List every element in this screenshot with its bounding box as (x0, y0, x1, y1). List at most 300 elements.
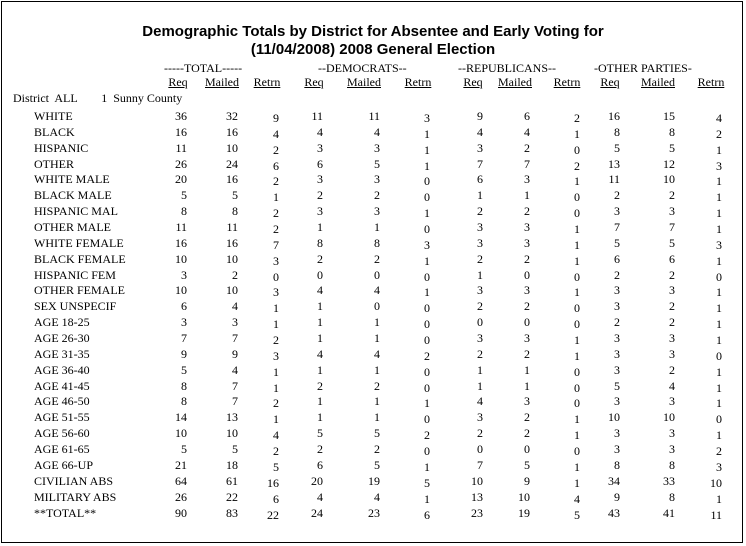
table-row (0, 474, 746, 490)
cell-value: 1 (317, 220, 323, 235)
cell-value: 3 (614, 426, 620, 441)
cell-value: 2 (669, 267, 675, 282)
cell-value: 3 (614, 442, 620, 457)
cell-value: 2 (716, 126, 722, 141)
cell-value: 1 (716, 190, 722, 205)
cell-value: 1 (374, 410, 380, 425)
table-row (0, 283, 746, 299)
cell-value: 8 (317, 235, 323, 250)
cell-value: 10 (226, 140, 238, 155)
cell-value: 4 (716, 111, 722, 125)
cell-value: 5 (574, 507, 580, 522)
cell-value: 1 (574, 459, 580, 474)
cell-value: 6 (669, 251, 675, 266)
cell-value: 1 (574, 333, 580, 348)
cell-value: 0 (424, 364, 430, 379)
cell-value: 33 (663, 473, 675, 488)
row-label: MILITARY ABS (34, 489, 117, 504)
cell-value: 2 (716, 444, 722, 459)
cell-value: 1 (424, 126, 430, 141)
cell-value: 0 (524, 315, 530, 330)
column-header-total-req: Req (168, 75, 188, 89)
cell-value: 2 (317, 378, 323, 393)
cell-value: 1 (317, 331, 323, 346)
cell-value: 9 (273, 111, 279, 125)
column-header-rep-retrn: Retrn (553, 75, 581, 89)
cell-value: 1 (273, 190, 279, 205)
column-header-other-retrn: Retrn (697, 75, 725, 89)
cell-value: 0 (424, 269, 430, 284)
table-row (0, 394, 746, 410)
cell-value: 5 (181, 442, 187, 457)
cell-value: 0 (424, 317, 430, 332)
cell-value: 4 (477, 394, 483, 409)
cell-value: 1 (424, 459, 430, 474)
cell-value: 4 (317, 346, 323, 361)
cell-value: 6 (477, 172, 483, 187)
cell-value: 1 (716, 301, 722, 316)
cell-value: 3 (716, 158, 722, 173)
cell-value: 1 (273, 317, 279, 332)
cell-value: 3 (181, 267, 187, 282)
cell-value: 1 (273, 380, 279, 395)
cell-value: 3 (716, 237, 722, 252)
group-header-democrats: --DEMOCRATS-- (318, 61, 407, 75)
cell-value: 0 (574, 269, 580, 284)
cell-value: 13 (471, 489, 483, 504)
row-label: AGE 41-45 (34, 378, 90, 393)
cell-value: 2 (273, 142, 279, 157)
cell-value: 21 (175, 457, 187, 472)
table-row (0, 204, 746, 220)
cell-value: 16 (608, 109, 620, 123)
column-header-rep-req: Req (463, 75, 483, 89)
cell-value: 20 (175, 172, 187, 187)
cell-value: 10 (226, 251, 238, 266)
cell-value: 1 (574, 253, 580, 268)
cell-value: 7 (669, 220, 675, 235)
cell-value: 1 (317, 394, 323, 409)
cell-value: 11 (710, 507, 722, 522)
cell-value: 20 (311, 473, 323, 488)
cell-value: 61 (226, 473, 238, 488)
table-row (0, 410, 746, 426)
cell-value: 2 (477, 426, 483, 441)
cell-value: 1 (424, 253, 430, 268)
cell-value: 1 (716, 174, 722, 189)
cell-value: 3 (477, 140, 483, 155)
cell-value: 16 (226, 124, 238, 139)
cell-value: 3 (273, 285, 279, 300)
cell-value: 64 (175, 473, 187, 488)
cell-value: 5 (669, 140, 675, 155)
cell-value: 2 (374, 188, 380, 203)
table-row (0, 379, 746, 395)
group-header-total: -----TOTAL----- (164, 61, 243, 75)
cell-value: 11 (608, 172, 620, 187)
cell-value: 1 (424, 142, 430, 157)
cell-value: 8 (232, 204, 238, 219)
cell-value: 1 (424, 206, 430, 221)
cell-value: 1 (273, 301, 279, 316)
cell-value: 3 (424, 111, 430, 125)
cell-value: 1 (273, 364, 279, 379)
cell-value: 1 (716, 428, 722, 443)
cell-value: 1 (716, 396, 722, 411)
cell-value: 13 (226, 410, 238, 425)
cell-value: 2 (374, 442, 380, 457)
row-label: AGE 66-UP (34, 457, 93, 472)
cell-value: 2 (374, 378, 380, 393)
cell-value: 3 (374, 140, 380, 155)
column-header-dem-mailed: Mailed (347, 75, 381, 89)
cell-value: 6 (181, 299, 187, 314)
row-label: OTHER FEMALE (34, 283, 125, 298)
cell-value: 6 (317, 156, 323, 171)
cell-value: 2 (614, 315, 620, 330)
cell-value: 8 (614, 124, 620, 139)
cell-value: 1 (374, 362, 380, 377)
cell-value: 4 (477, 124, 483, 139)
cell-value: 2 (524, 346, 530, 361)
table-row (0, 442, 746, 458)
cell-value: 2 (524, 410, 530, 425)
table-row (0, 157, 746, 173)
cell-value: 1 (317, 410, 323, 425)
row-label: AGE 51-55 (34, 410, 90, 425)
cell-value: 4 (273, 126, 279, 141)
cell-value: 2 (669, 315, 675, 330)
cell-value: 22 (267, 507, 279, 522)
cell-value: 11 (311, 109, 323, 123)
cell-value: 1 (424, 158, 430, 173)
cell-value: 10 (175, 251, 187, 266)
cell-value: 1 (574, 126, 580, 141)
cell-value: 3 (669, 204, 675, 219)
table-row (0, 125, 746, 141)
cell-value: 5 (317, 426, 323, 441)
cell-value: 7 (614, 220, 620, 235)
cell-value: 7 (273, 237, 279, 252)
row-label: AGE 18-25 (34, 315, 90, 330)
cell-value: 1 (716, 333, 722, 348)
cell-value: 3 (477, 235, 483, 250)
cell-value: 34 (608, 473, 620, 488)
cell-value: 3 (669, 283, 675, 298)
cell-value: 0 (574, 380, 580, 395)
row-label: AGE 46-50 (34, 394, 90, 409)
cell-value: 4 (374, 124, 380, 139)
cell-value: 1 (716, 364, 722, 379)
cell-value: 12 (663, 156, 675, 171)
cell-value: 24 (226, 156, 238, 171)
cell-value: 10 (226, 283, 238, 298)
table-row (0, 299, 746, 315)
cell-value: 1 (477, 362, 483, 377)
cell-value: 5 (374, 457, 380, 472)
cell-value: 16 (226, 172, 238, 187)
cell-value: 2 (477, 299, 483, 314)
cell-value: 1 (574, 475, 580, 490)
cell-value: 0 (424, 222, 430, 237)
district-line: District ALL 1 Sunny County (13, 91, 183, 105)
cell-value: 26 (175, 156, 187, 171)
cell-value: 4 (317, 283, 323, 298)
cell-value: 3 (669, 346, 675, 361)
cell-value: 1 (574, 174, 580, 189)
cell-value: 5 (232, 188, 238, 203)
cell-value: 1 (716, 317, 722, 332)
cell-value: 2 (317, 188, 323, 203)
table-row (0, 172, 746, 188)
cell-value: 0 (524, 442, 530, 457)
row-label: HISPANIC (34, 140, 89, 155)
cell-value: 2 (273, 206, 279, 221)
column-header-other-req: Req (600, 75, 620, 89)
row-label: WHITE MALE (34, 172, 110, 187)
table-row (0, 506, 746, 522)
cell-value: 1 (317, 315, 323, 330)
cell-value: 0 (574, 317, 580, 332)
cell-value: 2 (524, 140, 530, 155)
row-label: OTHER (34, 156, 74, 171)
cell-value: 3 (374, 204, 380, 219)
cell-value: 2 (524, 426, 530, 441)
cell-value: 2 (574, 111, 580, 125)
cell-value: 19 (518, 505, 530, 520)
cell-value: 4 (273, 428, 279, 443)
column-header-rep-mailed: Mailed (498, 75, 532, 89)
cell-value: 0 (477, 442, 483, 457)
cell-value: 0 (574, 190, 580, 205)
cell-value: 5 (614, 140, 620, 155)
cell-value: 3 (524, 172, 530, 187)
cell-value: 1 (716, 206, 722, 221)
cell-value: 3 (424, 237, 430, 252)
cell-value: 9 (524, 473, 530, 488)
column-header-dem-req: Req (304, 75, 324, 89)
cell-value: 2 (424, 348, 430, 363)
cell-value: 16 (267, 475, 279, 490)
cell-value: 5 (424, 475, 430, 490)
cell-value: 10 (226, 426, 238, 441)
cell-value: 0 (424, 380, 430, 395)
cell-value: 3 (669, 394, 675, 409)
cell-value: 2 (669, 299, 675, 314)
cell-value: 3 (614, 283, 620, 298)
cell-value: 7 (232, 394, 238, 409)
cell-value: 7 (232, 331, 238, 346)
cell-value: 10 (608, 410, 620, 425)
cell-value: 5 (524, 457, 530, 472)
cell-value: 6 (273, 491, 279, 506)
cell-value: 6 (273, 158, 279, 173)
cell-value: 2 (614, 267, 620, 282)
cell-value: 1 (374, 394, 380, 409)
cell-value: 3 (524, 394, 530, 409)
cell-value: 10 (710, 475, 722, 490)
cell-value: 1 (574, 237, 580, 252)
cell-value: 8 (669, 124, 675, 139)
cell-value: 5 (232, 442, 238, 457)
cell-value: 3 (273, 253, 279, 268)
cell-value: 13 (608, 156, 620, 171)
row-label: **TOTAL** (34, 505, 97, 520)
cell-value: 9 (477, 109, 483, 123)
cell-value: 3 (374, 172, 380, 187)
row-label: WHITE FEMALE (34, 235, 124, 250)
cell-value: 2 (424, 428, 430, 443)
cell-value: 1 (477, 188, 483, 203)
cell-value: 8 (374, 235, 380, 250)
cell-value: 10 (663, 172, 675, 187)
cell-value: 22 (226, 489, 238, 504)
cell-value: 11 (175, 220, 187, 235)
cell-value: 5 (614, 378, 620, 393)
cell-value: 2 (477, 251, 483, 266)
cell-value: 5 (181, 362, 187, 377)
cell-value: 90 (175, 505, 187, 520)
row-label: BLACK FEMALE (34, 251, 126, 266)
cell-value: 4 (374, 489, 380, 504)
table-row (0, 252, 746, 268)
cell-value: 8 (181, 204, 187, 219)
cell-value: 14 (175, 410, 187, 425)
cell-value: 10 (663, 410, 675, 425)
cell-value: 2 (669, 188, 675, 203)
cell-value: 1 (374, 331, 380, 346)
cell-value: 41 (663, 505, 675, 520)
cell-value: 8 (669, 489, 675, 504)
cell-value: 3 (716, 459, 722, 474)
cell-value: 2 (273, 444, 279, 459)
cell-value: 6 (524, 109, 530, 123)
cell-value: 0 (374, 299, 380, 314)
cell-value: 10 (175, 283, 187, 298)
cell-value: 2 (317, 251, 323, 266)
cell-value: 3 (614, 204, 620, 219)
cell-value: 6 (614, 251, 620, 266)
cell-value: 0 (716, 412, 722, 427)
cell-value: 11 (175, 140, 187, 155)
cell-value: 32 (226, 109, 238, 123)
row-label: AGE 36-40 (34, 362, 90, 377)
cell-value: 3 (614, 346, 620, 361)
row-label: OTHER MALE (34, 220, 111, 235)
cell-value: 1 (374, 220, 380, 235)
cell-value: 1 (524, 188, 530, 203)
cell-value: 3 (614, 394, 620, 409)
cell-value: 2 (669, 362, 675, 377)
cell-value: 5 (181, 188, 187, 203)
cell-value: 8 (181, 378, 187, 393)
cell-value: 0 (574, 444, 580, 459)
cell-value: 3 (669, 442, 675, 457)
cell-value: 2 (273, 174, 279, 189)
table-row (0, 347, 746, 363)
cell-value: 0 (574, 301, 580, 316)
cell-value: 1 (574, 348, 580, 363)
cell-value: 4 (374, 346, 380, 361)
cell-value: 4 (669, 378, 675, 393)
cell-value: 3 (477, 283, 483, 298)
cell-value: 2 (232, 267, 238, 282)
cell-value: 1 (424, 396, 430, 411)
cell-value: 2 (524, 299, 530, 314)
cell-value: 1 (317, 299, 323, 314)
cell-value: 3 (181, 315, 187, 330)
cell-value: 2 (273, 333, 279, 348)
cell-value: 1 (716, 491, 722, 506)
cell-value: 1 (477, 378, 483, 393)
cell-value: 0 (477, 315, 483, 330)
cell-value: 11 (368, 109, 380, 123)
column-header-total-mailed: Mailed (205, 75, 239, 89)
cell-value: 16 (175, 235, 187, 250)
cell-value: 0 (424, 174, 430, 189)
cell-value: 0 (374, 267, 380, 282)
cell-value: 1 (716, 253, 722, 268)
cell-value: 2 (524, 204, 530, 219)
cell-value: 1 (424, 491, 430, 506)
column-header-other-mailed: Mailed (641, 75, 675, 89)
row-label: WHITE (34, 109, 73, 123)
cell-value: 3 (317, 172, 323, 187)
cell-value: 2 (477, 204, 483, 219)
cell-value: 1 (374, 315, 380, 330)
group-header-other-parties: -OTHER PARTIES- (594, 61, 692, 75)
cell-value: 4 (317, 124, 323, 139)
row-label: SEX UNSPECIF (34, 299, 117, 314)
cell-value: 1 (716, 222, 722, 237)
cell-value: 0 (424, 301, 430, 316)
cell-value: 83 (226, 505, 238, 520)
cell-value: 8 (614, 457, 620, 472)
cell-value: 16 (175, 124, 187, 139)
cell-value: 3 (669, 426, 675, 441)
cell-value: 11 (226, 220, 238, 235)
cell-value: 3 (524, 220, 530, 235)
cell-value: 3 (524, 283, 530, 298)
cell-value: 0 (273, 269, 279, 284)
cell-value: 26 (175, 489, 187, 504)
cell-value: 4 (232, 362, 238, 377)
cell-value: 3 (477, 220, 483, 235)
cell-value: 3 (477, 410, 483, 425)
row-label: HISPANIC MAL (34, 204, 118, 219)
cell-value: 2 (374, 251, 380, 266)
cell-value: 3 (317, 140, 323, 155)
cell-value: 0 (574, 206, 580, 221)
cell-value: 1 (574, 412, 580, 427)
cell-value: 5 (273, 459, 279, 474)
cell-value: 0 (574, 396, 580, 411)
table-row (0, 236, 746, 252)
cell-value: 1 (574, 428, 580, 443)
cell-value: 1 (524, 378, 530, 393)
cell-value: 0 (574, 364, 580, 379)
table-row (0, 220, 746, 236)
table-row (0, 141, 746, 157)
cell-value: 0 (424, 412, 430, 427)
cell-value: 7 (524, 156, 530, 171)
cell-value: 2 (273, 222, 279, 237)
cell-value: 18 (226, 457, 238, 472)
cell-value: 3 (669, 331, 675, 346)
row-label: BLACK (34, 124, 75, 139)
cell-value: 19 (368, 473, 380, 488)
cell-value: 1 (716, 285, 722, 300)
